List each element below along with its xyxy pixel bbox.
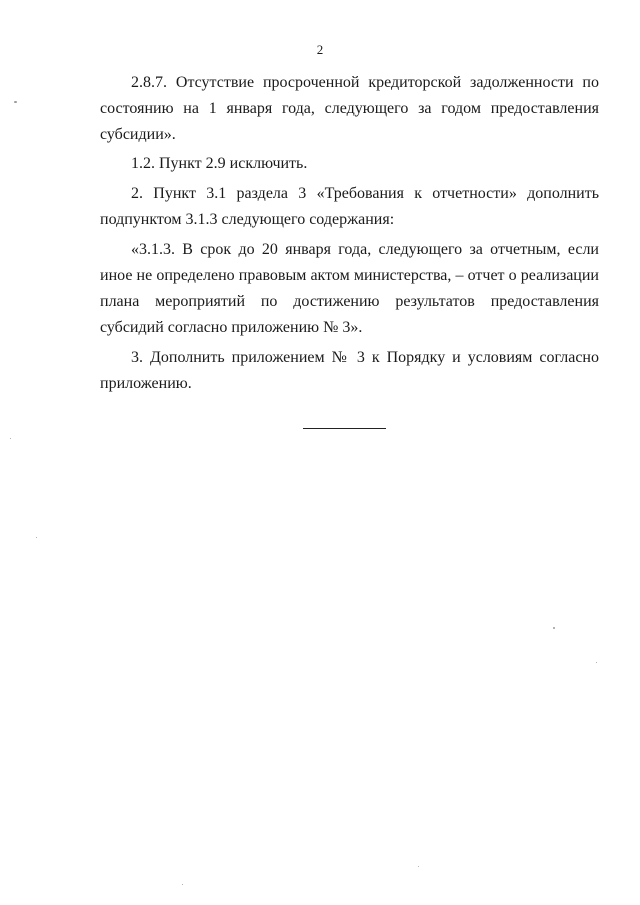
- end-of-text-rule: [303, 428, 386, 429]
- paragraph-2-8-7: 2.8.7. Отсутствие просроченной кредиторской задолженности по состоянию на 1 января года, следующего за годом предоставления субсидии».: [100, 74, 599, 143]
- scan-speck: [418, 866, 419, 867]
- scan-speck: [182, 884, 183, 885]
- scan-speck: [10, 438, 11, 439]
- document-body: [100, 70, 599, 397]
- scan-speck: [36, 537, 37, 538]
- paragraph-2: 2. Пункт 3.1 раздела 3 «Требования к отчетности» дополнить подпунктом 3.1.3 следующего содержания:: [100, 185, 599, 228]
- paragraph-3: 3. Дополнить приложением № 3 к Порядку и условиям согласно приложению.: [100, 349, 599, 392]
- page-number: 2: [316, 42, 324, 57]
- scan-speck: [553, 627, 555, 629]
- scan-speck: [14, 101, 17, 103]
- paragraph-3-1-3: «3.1.3. В срок до 20 января года, следующего за отчетным, если иное не определено правовым актом министерства, – отчет о реализации плана мероприятий по достижению результатов предоставления субсидий согласно приложению № 3».: [100, 241, 599, 336]
- paragraph-1-2: 1.2. Пункт 2.9 исключить.: [131, 155, 308, 172]
- scan-speck: [596, 662, 597, 663]
